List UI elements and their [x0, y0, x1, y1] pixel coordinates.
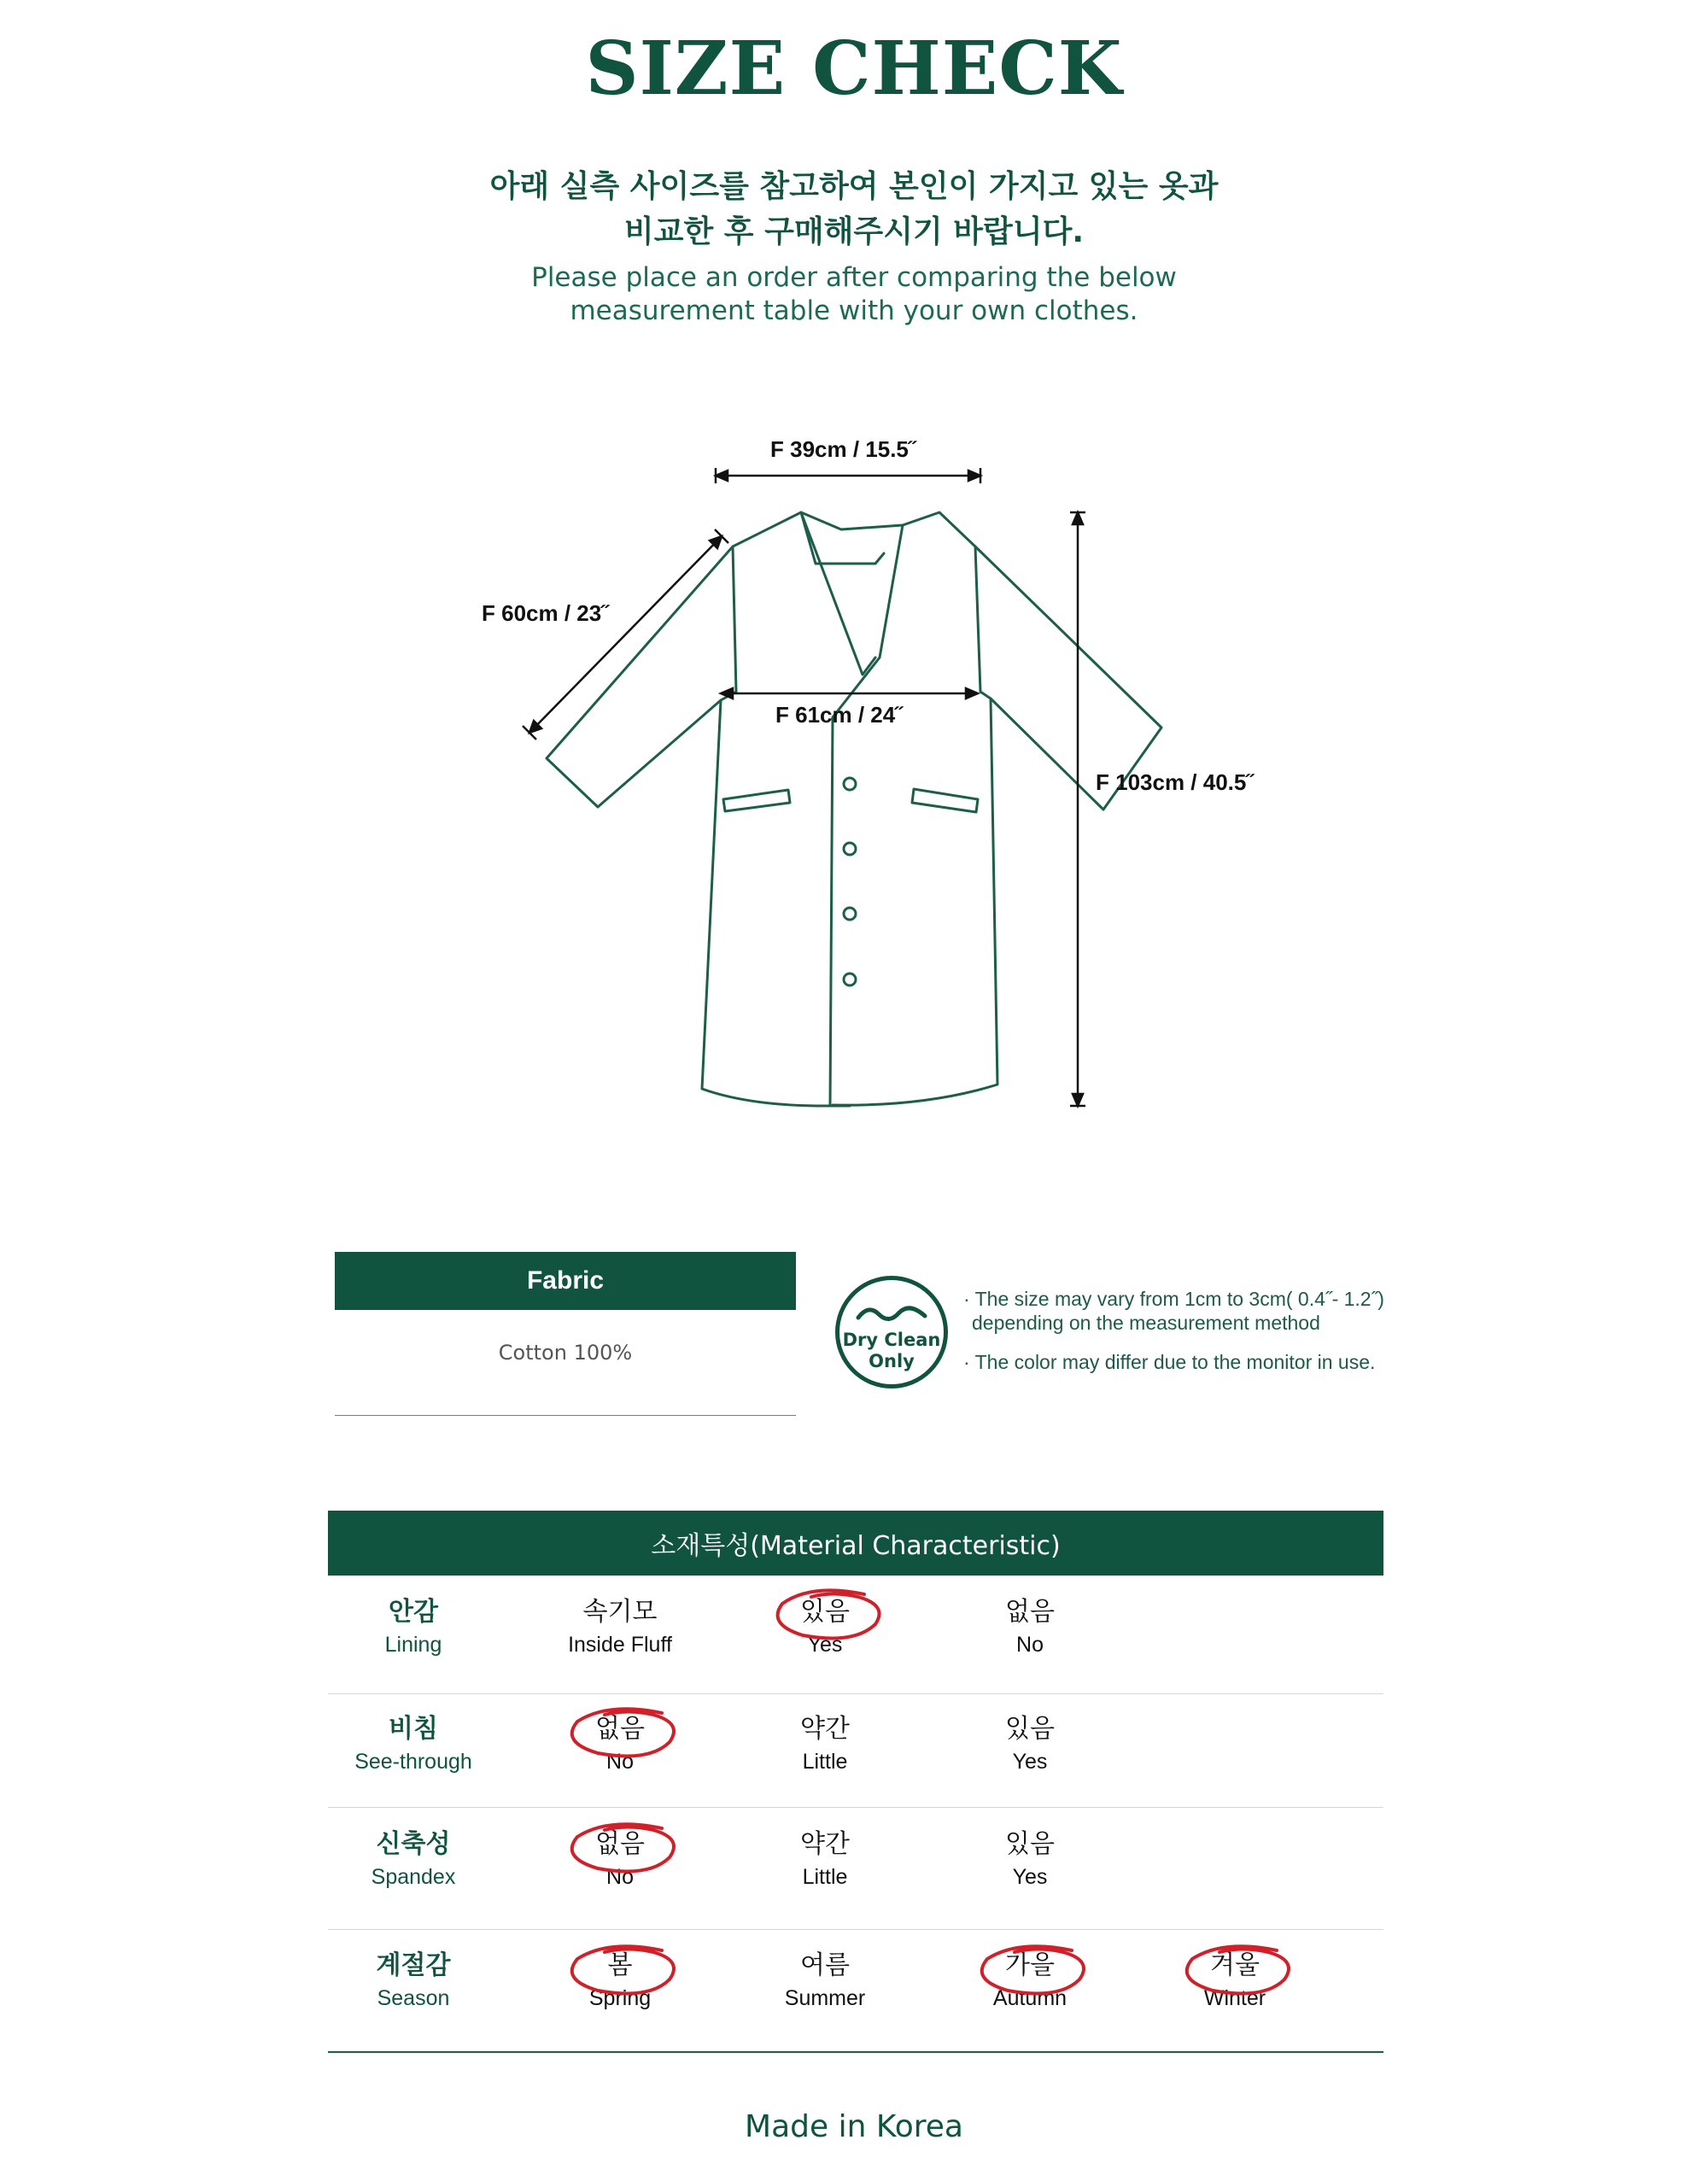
note-size-variation: · The size may vary from 1cm to 3cm( 0.4˝- 1.2˝) — [963, 1288, 1384, 1310]
option-en: Yes — [807, 1633, 843, 1657]
intro-en-line1: Please place an order after comparing the below — [531, 262, 1177, 293]
intro-kr-line1: 아래 실측 사이즈를 참고하여 본인이 가지고 있는 옷과 — [489, 169, 1219, 204]
chest-measure-label: F 61cm / 24˝ — [775, 702, 903, 728]
option-kr: 없음 — [595, 1714, 645, 1744]
intro-kr-line2: 비교한 후 구매해주시기 바랍니다. — [623, 214, 1085, 249]
option-en: Summer — [784, 1986, 866, 2010]
shoulder-measure-label: F 39cm / 15.5˝ — [770, 436, 916, 462]
intro-en-line2: measurement table with your own clothes. — [570, 295, 1138, 326]
fabric-header: Fabric — [335, 1252, 796, 1310]
option-en: Spring — [588, 1986, 652, 2010]
selection-circle-winter — [1187, 1946, 1289, 1993]
label-en: Season — [377, 1986, 450, 2010]
option-en: Little — [802, 1865, 848, 1889]
option-en: Yes — [1012, 1865, 1048, 1889]
option-kr: 있음 — [1005, 1714, 1055, 1744]
option-kr: 겨울 — [1210, 1950, 1260, 1980]
option-kr: 있음 — [800, 1597, 850, 1627]
made-in-korea: Made in Korea — [745, 2109, 963, 2144]
note-size-variation-cont: depending on the measurement method — [972, 1312, 1320, 1334]
option-en: Little — [802, 1750, 848, 1774]
option-en: Autumn — [992, 1986, 1068, 2010]
option-kr: 있음 — [1005, 1829, 1055, 1859]
label-kr: 계절감 — [376, 1950, 451, 1980]
option-en: No — [1016, 1633, 1044, 1657]
dry-clean-text-line1: Dry Clean — [842, 1330, 941, 1350]
option-en: Yes — [1012, 1750, 1048, 1774]
material-table-header: 소재특성(Material Characteristic) — [328, 1511, 1383, 1576]
option-en: Winter — [1203, 1986, 1266, 2010]
selection-circle-see-through-no — [572, 1709, 674, 1756]
label-en: Spandex — [371, 1865, 456, 1889]
selection-circle-autumn — [982, 1946, 1084, 1993]
selection-circle-lining-yes — [778, 1590, 880, 1638]
option-kr: 약간 — [800, 1829, 850, 1859]
note-color-difference: · The color may differ due to the monitor in use. — [963, 1351, 1376, 1373]
page-title: SIZE CHECK — [585, 26, 1123, 112]
option-kr: 봄 — [607, 1950, 633, 1980]
option-kr: 없음 — [1005, 1597, 1055, 1627]
dry-clean-text-line2: Only — [869, 1351, 915, 1371]
option-kr: 여름 — [800, 1950, 850, 1980]
label-kr: 비침 — [389, 1714, 438, 1744]
option-en: No — [606, 1750, 634, 1774]
option-en: Inside Fluff — [568, 1633, 672, 1657]
sleeve-measure-label: F 60cm / 23˝ — [482, 600, 609, 626]
label-en: See-through — [354, 1750, 472, 1774]
label-kr: 신축성 — [376, 1829, 451, 1859]
option-kr: 가을 — [1005, 1950, 1055, 1980]
label-en: Lining — [384, 1633, 442, 1657]
option-kr: 약간 — [800, 1714, 850, 1744]
label-kr: 안감 — [389, 1597, 438, 1627]
selection-circle-spandex-no — [572, 1824, 674, 1871]
selection-circle-spring — [572, 1946, 674, 1993]
option-en: No — [606, 1865, 634, 1889]
option-kr: 없음 — [595, 1829, 645, 1859]
option-kr: 속기모 — [582, 1597, 658, 1627]
fabric-value: Cotton 100% — [498, 1341, 633, 1365]
length-measure-label: F 103cm / 40.5˝ — [1096, 769, 1254, 795]
